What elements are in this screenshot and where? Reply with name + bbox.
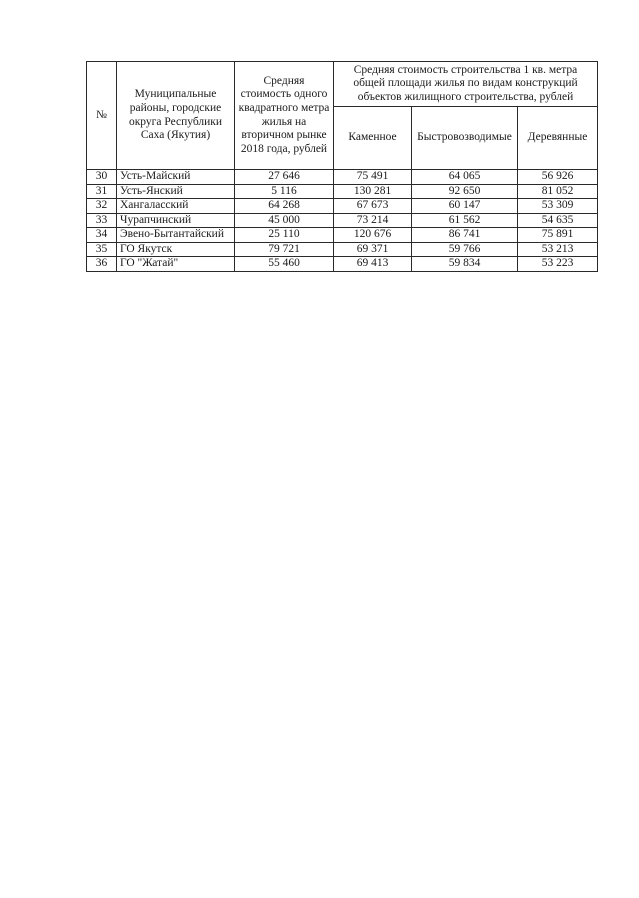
cell-prefab: 59 834 <box>412 257 518 272</box>
cell-wooden: 53 223 <box>518 257 598 272</box>
header-row-top <box>87 62 598 107</box>
table-body <box>87 170 598 272</box>
cell-district: ГО "Жатай" <box>117 257 235 272</box>
housing-cost-table <box>86 61 598 272</box>
cell-district: Усть-Янский <box>117 184 235 199</box>
cell-secondary-price: 55 460 <box>235 257 334 272</box>
cell-number: 36 <box>87 257 117 272</box>
cell-secondary-price: 45 000 <box>235 213 334 228</box>
cell-prefab: 61 562 <box>412 213 518 228</box>
cell-prefab: 92 650 <box>412 184 518 199</box>
cell-number: 32 <box>87 199 117 214</box>
cell-wooden: 56 926 <box>518 170 598 185</box>
header-district: Муниципальные районы, городские округа Республики Саха (Якутия) <box>117 62 235 170</box>
cell-stone: 120 676 <box>334 228 412 243</box>
cell-stone: 67 673 <box>334 199 412 214</box>
header-number: № <box>87 62 117 170</box>
cell-district: Чурапчинский <box>117 213 235 228</box>
header-stone: Каменное <box>334 107 412 170</box>
cell-secondary-price: 27 646 <box>235 170 334 185</box>
cell-number: 33 <box>87 213 117 228</box>
cell-prefab: 86 741 <box>412 228 518 243</box>
cell-district: Хангаласский <box>117 199 235 214</box>
table-row <box>87 257 598 272</box>
cell-secondary-price: 25 110 <box>235 228 334 243</box>
cell-wooden: 81 052 <box>518 184 598 199</box>
cell-secondary-price: 64 268 <box>235 199 334 214</box>
cell-number: 35 <box>87 242 117 257</box>
cell-number: 31 <box>87 184 117 199</box>
cell-district: Эвено-Бытантайский <box>117 228 235 243</box>
table-row <box>87 170 598 185</box>
cell-stone: 69 371 <box>334 242 412 257</box>
cell-wooden: 53 213 <box>518 242 598 257</box>
cell-wooden: 54 635 <box>518 213 598 228</box>
cell-secondary-price: 79 721 <box>235 242 334 257</box>
cell-number: 30 <box>87 170 117 185</box>
table-row <box>87 228 598 243</box>
cell-number: 34 <box>87 228 117 243</box>
table-row <box>87 199 598 214</box>
cell-prefab: 64 065 <box>412 170 518 185</box>
header-construction-cost-group: Средняя стоимость строительства 1 кв. метра общей площади жилья по видам конструкций объектов жилищного строительства, рублей <box>334 62 598 107</box>
cell-secondary-price: 5 116 <box>235 184 334 199</box>
table-row <box>87 184 598 199</box>
cell-prefab: 60 147 <box>412 199 518 214</box>
cell-stone: 73 214 <box>334 213 412 228</box>
header-prefab: Быстровозводимые <box>412 107 518 170</box>
cell-district: ГО Якутск <box>117 242 235 257</box>
cell-stone: 75 491 <box>334 170 412 185</box>
table-row <box>87 213 598 228</box>
cell-wooden: 53 309 <box>518 199 598 214</box>
header-secondary-price: Средняя стоимость одного квадратного метра жилья на вторичном рынке 2018 года, рублей <box>235 62 334 170</box>
table-row <box>87 242 598 257</box>
cell-prefab: 59 766 <box>412 242 518 257</box>
cell-district: Усть-Майский <box>117 170 235 185</box>
table-header <box>87 62 598 170</box>
cell-stone: 130 281 <box>334 184 412 199</box>
header-wooden: Деревянные <box>518 107 598 170</box>
cell-wooden: 75 891 <box>518 228 598 243</box>
cell-stone: 69 413 <box>334 257 412 272</box>
